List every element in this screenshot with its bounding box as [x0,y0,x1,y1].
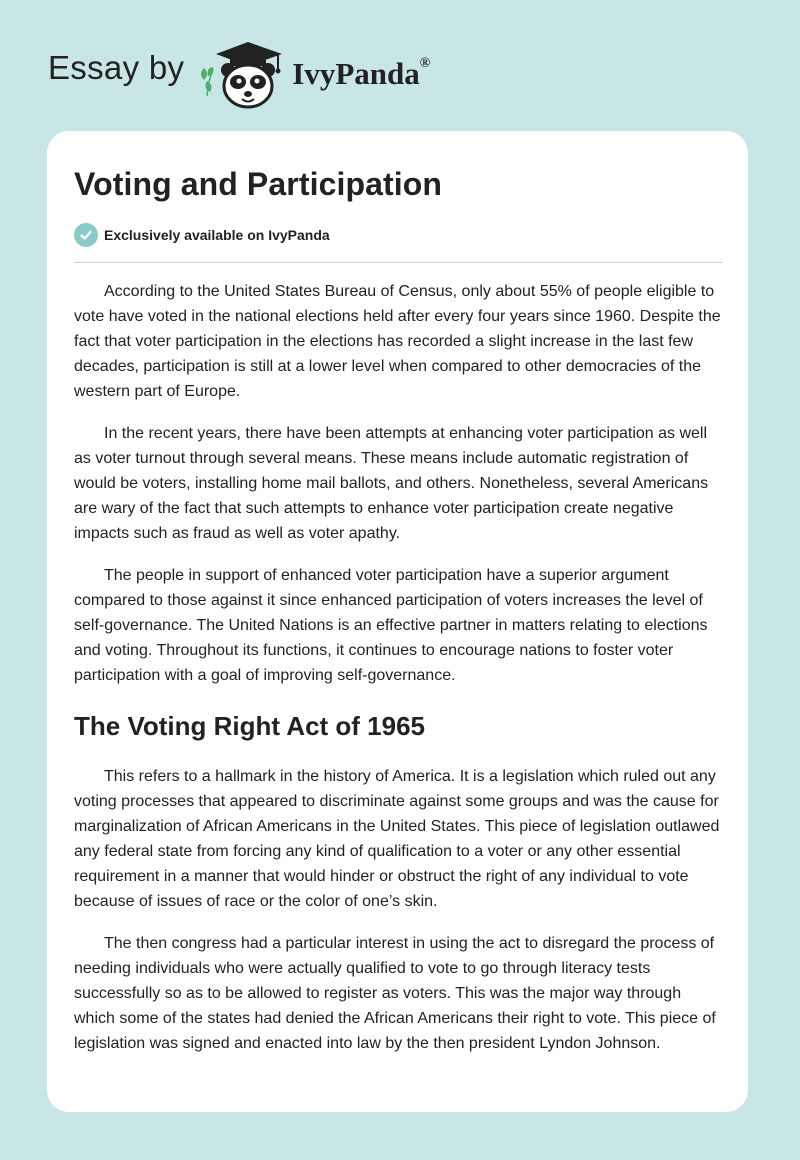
exclusive-badge [74,222,722,248]
essay-card [47,131,748,1112]
trademark-symbol: ® [419,55,431,71]
paragraph: This refers to a hallmark in the history of America. It is a legislation which ruled out any voting processes that appeared to discriminate against some groups and was the cause for marginalization of African Americans in the United States. This piece of legislation outlawed any federal state from forcing any kind of qualification to a voter or any other essential requirement in a manner that would hinder or obstruct the right of any individual to vote because of issues of race or the color of one’s skin. [74,768,720,910]
panda-logo-icon[interactable] [198,36,290,112]
page-title: Voting and Participation [74,166,443,202]
paragraph: In the recent years, there have been attempts at enhancing voter participation as well as voter turnout through several means. These means include automatic registration of would be voters, installing home mail ballots, and others. Nonetheless, several Americans are wary of the fact that such attempts to enhance voter participation create negative impacts such as fraud as well as voter apathy. [74,425,709,542]
check-icon [74,223,98,247]
divider [74,262,722,263]
brand-name[interactable] [292,56,430,92]
brand-text: IvyPanda [292,56,420,91]
paragraph: The then congress had a particular interest in using the act to disregard the process of needing individuals who were actually qualified to vote to go through literacy tests successfully so as to be allowed to register as voters. This was the major way through which some of the states had denied the African Americans their right to vote. This piece of legislation was signed and enacted into law by the then president Lyndon Johnson. [74,935,716,1052]
essay-by-label: Essay by [48,49,185,86]
essay-content [74,163,722,1056]
section-heading: The Voting Right Act of 1965 [74,711,426,741]
badge-label: Exclusively available on IvyPanda [104,227,330,243]
paragraph: According to the United States Bureau of Census, only about 55% of people eligible to vote have voted in the national elections held after every four years since 1960. Despite the fact that voter participation in the elections has recorded a slight increase in the last few decades, participation is still at a lower level when compared to other democracies of the western part of Europe. [74,283,721,400]
site-header [48,34,430,114]
paragraph: The people in support of enhanced voter participation have a superior argument compared to those against it since enhanced participation of voters increases the level of self-governance. The United Nations is an effective partner in matters relating to elections and voting. Throughout its functions, it continues to encourage nations to foster voter participation with a goal of improving self-governance. [74,567,708,684]
